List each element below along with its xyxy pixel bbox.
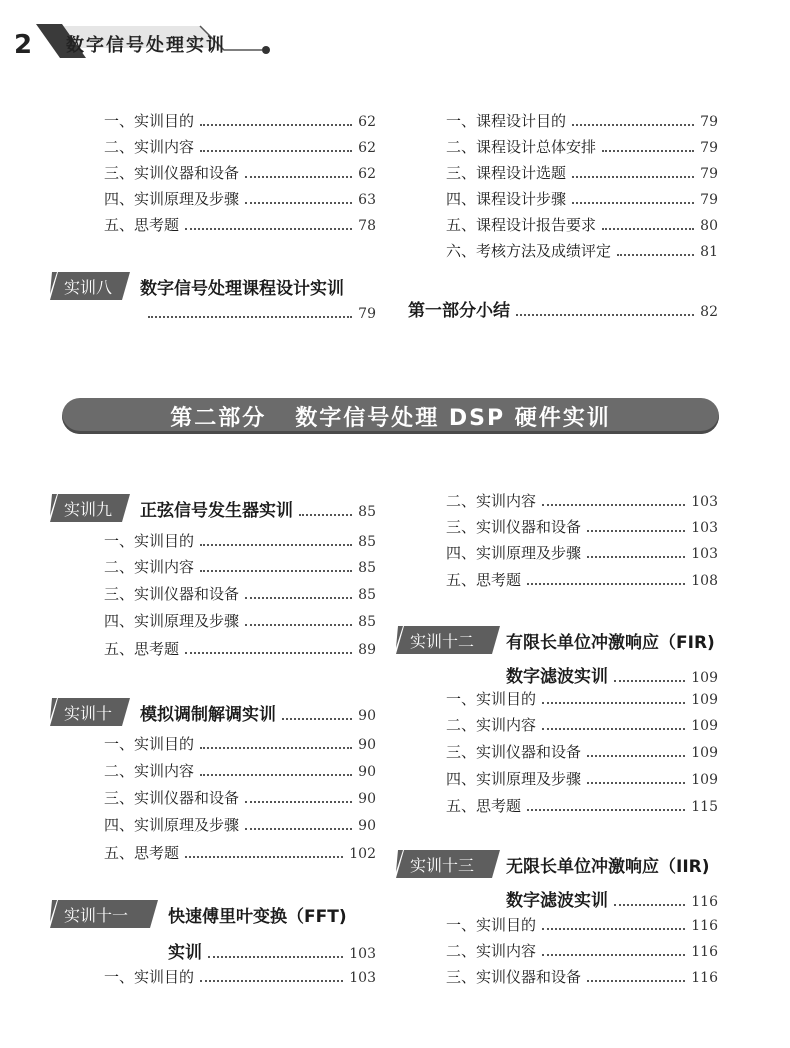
toc-entry[interactable]: 六、考核方法及成绩评定 81 bbox=[446, 242, 718, 260]
toc-entry[interactable]: 三、课程设计选题 79 bbox=[446, 164, 718, 182]
toc-entry[interactable]: 二、实训内容 103 bbox=[446, 492, 718, 510]
toc-entry[interactable]: 二、实训内容 62 bbox=[104, 138, 376, 156]
toc-entry[interactable]: 三、实训仪器和设备 62 bbox=[104, 164, 376, 182]
toc-entry[interactable]: 一、实训目的 109 bbox=[446, 690, 718, 708]
unit-title-9[interactable]: 正弦信号发生器实训 85 bbox=[140, 501, 376, 521]
unit-page-8[interactable]: 79 bbox=[148, 306, 376, 328]
toc-entry[interactable]: 三、实训仪器和设备 90 bbox=[104, 789, 376, 807]
toc-entry[interactable]: 四、实训原理及步骤 63 bbox=[104, 190, 376, 208]
toc-entry[interactable]: 四、实训原理及步骤 85 bbox=[104, 612, 376, 630]
toc-entry[interactable]: 二、课程设计总体安排 79 bbox=[446, 138, 718, 156]
unit-badge-10: 实训十 bbox=[50, 698, 130, 726]
unit-title-8[interactable]: 数字信号处理课程设计实训 bbox=[140, 279, 344, 299]
toc-entry[interactable]: 二、实训内容 116 bbox=[446, 942, 718, 960]
toc-entry[interactable]: 五、思考题 78 bbox=[104, 216, 376, 234]
toc-entry[interactable]: 五、思考题 108 bbox=[446, 571, 718, 589]
unit-title-12-cont[interactable]: 数字滤波实训 109 bbox=[506, 667, 718, 687]
toc-entry[interactable]: 四、实训原理及步骤 109 bbox=[446, 770, 718, 788]
toc-entry[interactable]: 二、实训内容 90 bbox=[104, 762, 376, 780]
toc-entry[interactable]: 一、课程设计目的 79 bbox=[446, 112, 718, 130]
unit-title-13[interactable]: 无限长单位冲激响应（IIR) bbox=[506, 857, 710, 877]
toc-entry[interactable]: 三、实训仪器和设备 103 bbox=[446, 518, 718, 536]
toc-entry[interactable]: 四、实训原理及步骤 90 bbox=[104, 816, 376, 834]
unit-badge-12: 实训十二 bbox=[396, 626, 500, 654]
toc-entry[interactable]: 三、实训仪器和设备 85 bbox=[104, 585, 376, 603]
unit-badge-13: 实训十三 bbox=[396, 850, 500, 878]
part2-banner: 第二部分 数字信号处理 DSP 硬件实训 bbox=[62, 398, 719, 434]
unit-title-12[interactable]: 有限长单位冲激响应（FIR) bbox=[506, 633, 715, 653]
toc-entry[interactable]: 五、思考题 102 bbox=[104, 844, 376, 862]
toc-entry[interactable]: 一、实训目的 103 bbox=[104, 968, 376, 986]
toc-entry[interactable]: 一、实训目的 90 bbox=[104, 735, 376, 753]
toc-entry[interactable]: 四、课程设计步骤 79 bbox=[446, 190, 718, 208]
unit-badge-8: 实训八 bbox=[50, 272, 130, 300]
toc-entry[interactable]: 一、实训目的 62 bbox=[104, 112, 376, 130]
toc-entry[interactable]: 二、实训内容 85 bbox=[104, 558, 376, 576]
part1-summary[interactable]: 第一部分小结 82 bbox=[408, 301, 718, 321]
toc-entry[interactable]: 三、实训仪器和设备 116 bbox=[446, 968, 718, 986]
toc-entry[interactable]: 三、实训仪器和设备 109 bbox=[446, 743, 718, 761]
toc-entry[interactable]: 一、实训目的 85 bbox=[104, 532, 376, 550]
unit-title-11[interactable]: 快速傅里叶变换（FFT) bbox=[168, 907, 347, 927]
running-header-title: 数字信号处理实训 bbox=[66, 35, 226, 56]
toc-entry[interactable]: 四、实训原理及步骤 103 bbox=[446, 544, 718, 562]
toc-entry[interactable]: 五、思考题 115 bbox=[446, 797, 718, 815]
page-number: 2 bbox=[14, 30, 33, 60]
toc-entry[interactable]: 二、实训内容 109 bbox=[446, 716, 718, 734]
unit-badge-11: 实训十一 bbox=[50, 900, 158, 928]
toc-entry[interactable]: 一、实训目的 116 bbox=[446, 916, 718, 934]
unit-title-10[interactable]: 模拟调制解调实训 90 bbox=[140, 705, 376, 725]
unit-title-13-cont[interactable]: 数字滤波实训 116 bbox=[506, 891, 718, 911]
unit-title-11-cont[interactable]: 实训 103 bbox=[168, 943, 376, 963]
unit-badge-9: 实训九 bbox=[50, 494, 130, 522]
toc-entry[interactable]: 五、课程设计报告要求 80 bbox=[446, 216, 718, 234]
toc-entry[interactable]: 五、思考题 89 bbox=[104, 640, 376, 658]
